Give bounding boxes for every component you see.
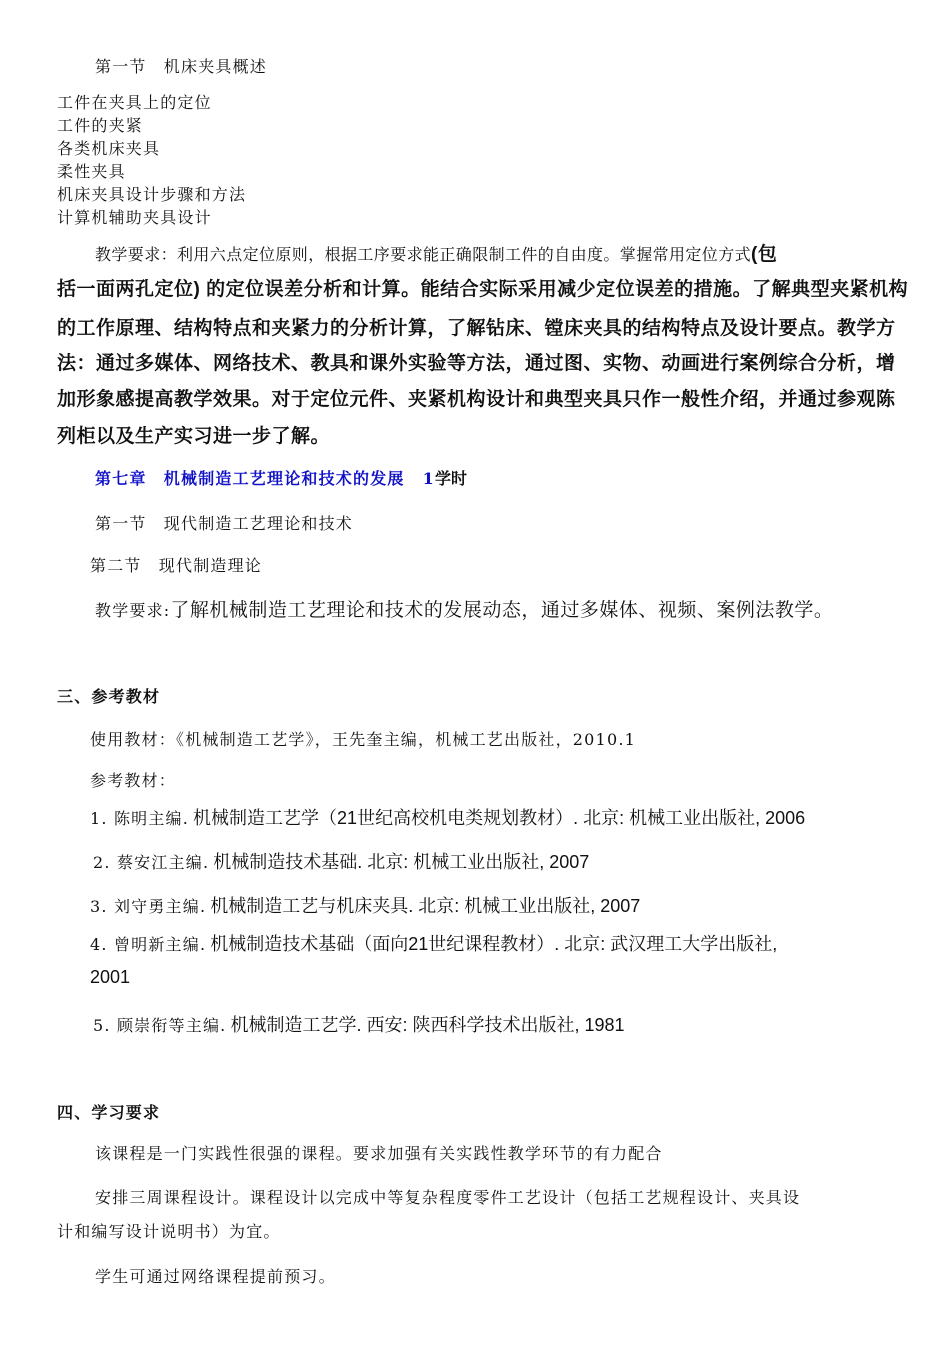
teaching-requirement-1-line: 列柜以及生产实习进一步了解。 bbox=[57, 426, 331, 447]
study-requirement-paragraph-continuation: 计和编写设计说明书）为宜。 bbox=[57, 1222, 281, 1241]
section-one-heading: 第一节 机床夹具概述 bbox=[95, 57, 268, 76]
reference-prefix: 3. 刘守勇主编. bbox=[90, 897, 207, 916]
reference-item bbox=[93, 1011, 625, 1037]
reference-title: 机械制造技术基础. 北京: 机械工业出版社, 2007 bbox=[213, 852, 590, 872]
outline-item: 柔性夹具 bbox=[57, 162, 126, 181]
outline-item: 各类机床夹具 bbox=[57, 139, 161, 158]
teaching-requirement-1-sans: (包 bbox=[751, 244, 778, 265]
teaching-requirement-2-label: 教学要求: bbox=[95, 601, 171, 620]
chapter-7-hours-unit: 学时 bbox=[434, 471, 467, 488]
textbook-line: 使用教材：《机械制造工艺学》，王先奎主编，机械工艺出版社，2010.1 bbox=[90, 730, 636, 749]
reference-item bbox=[93, 848, 589, 874]
section-3-heading: 三、参考教材 bbox=[57, 687, 161, 706]
reference-item bbox=[90, 892, 640, 918]
outline-item: 计算机辅助夹具设计 bbox=[57, 208, 212, 227]
teaching-requirement-2-text: 了解机械制造工艺理论和技术的发展动态，通过多媒体、视频、案例法教学。 bbox=[170, 600, 834, 621]
chapter-7-hours-number: 1 bbox=[422, 469, 435, 488]
study-requirement-paragraph: 学生可通过网络课程提前预习。 bbox=[95, 1267, 336, 1286]
outline-item: 工件在夹具上的定位 bbox=[57, 93, 212, 112]
reference-item bbox=[90, 930, 777, 956]
reference-label: 参考教材： bbox=[90, 771, 177, 790]
teaching-requirement-1-line: 法：通过多媒体、网络技术、教具和课外实验等方法，通过图、实物、动画进行案例综合分析，增 bbox=[57, 353, 896, 374]
reference-title: 机械制造工艺与机床夹具. 北京: 机械工业出版社, 2007 bbox=[210, 896, 641, 916]
study-requirement-paragraph: 安排三周课程设计。课程设计以完成中等复杂程度零件工艺设计（包括工艺规程设计、夹具设 bbox=[95, 1188, 801, 1207]
reference-prefix: 1. 陈明主编. bbox=[90, 809, 190, 828]
reference-prefix: 4. 曾明新主编. bbox=[90, 935, 207, 954]
reference-title: 机械制造工艺学. 西安: 陕西科学技术出版社, 1981 bbox=[230, 1015, 625, 1035]
teaching-requirement-1-line: 加形象感提高教学效果。对于定位元件、夹紧机构设计和典型夹具只作一般性介绍，并通过参观陈 bbox=[57, 389, 896, 410]
teaching-requirement-1-serif: 教学要求：利用六点定位原则，根据工序要求能正确限制工件的自由度。掌握常用定位方式 bbox=[95, 245, 752, 264]
reference-prefix: 2. 蔡安江主编. bbox=[93, 853, 210, 872]
reference-title: 机械制造技术基础（面向21世纪课程教材）. 北京: 武汉理工大学出版社, bbox=[210, 934, 778, 954]
chapter-7-heading bbox=[95, 466, 467, 489]
reference-title: 机械制造工艺学（21世纪高校机电类规划教材）. 北京: 机械工业出版社, 2006 bbox=[193, 808, 806, 828]
study-requirement-paragraph: 该课程是一门实践性很强的课程。要求加强有关实践性教学环节的有力配合 bbox=[95, 1144, 663, 1163]
outline-item: 工件的夹紧 bbox=[57, 116, 144, 135]
reference-prefix: 5. 顾崇衔等主编. bbox=[93, 1016, 227, 1035]
reference-item bbox=[90, 804, 805, 830]
reference-title-continuation: 2001 bbox=[90, 967, 131, 987]
chapter-7-section-1: 第一节 现代制造工艺理论和技术 bbox=[95, 514, 354, 533]
teaching-requirement-2 bbox=[95, 595, 833, 622]
chapter-7-section-2: 第二节 现代制造理论 bbox=[90, 556, 263, 575]
teaching-requirement-1-line: 的工作原理、结构特点和夹紧力的分析计算，了解钻床、镗床夹具的结构特点及设计要点。教学方 bbox=[57, 318, 896, 339]
chapter-7-title: 第七章 机械制造工艺理论和技术的发展 bbox=[95, 469, 405, 488]
teaching-requirement-1-line: 括一面两孔定位) 的定位误差分析和计算。能结合实际采用减少定位误差的措施。了解典型夹紧机构 bbox=[57, 279, 909, 300]
section-4-heading: 四、学习要求 bbox=[57, 1103, 161, 1122]
outline-item: 机床夹具设计步骤和方法 bbox=[57, 185, 247, 204]
teaching-requirement-1-first-line bbox=[95, 239, 777, 266]
